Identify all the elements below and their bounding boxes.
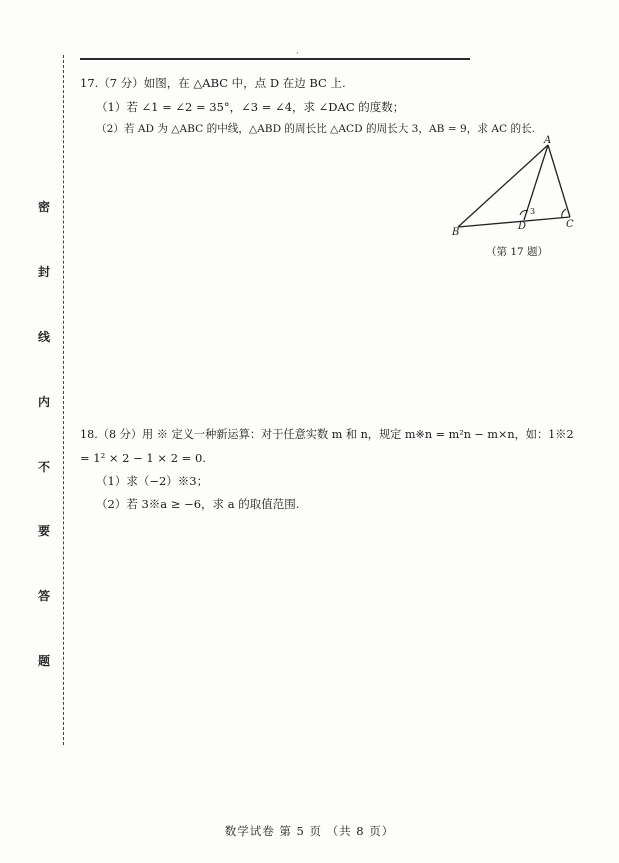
q18-part1: （1）求（−2）※3；: [96, 474, 209, 488]
seal-char-8: 题: [38, 654, 51, 668]
q18-heading-cont: = 1² × 2 − 1 × 2 = 0.: [80, 451, 206, 465]
figure-caption: （第 17 题）: [486, 246, 549, 258]
seal-char-6: 要: [38, 524, 51, 538]
label-angle-3: 3: [530, 207, 536, 216]
q18-heading: 18.（8 分）用 ※ 定义一种新运算：对于任意实数 m 和 n，规定 m※n = m²n − m×n，如：1※2: [80, 428, 574, 441]
seal-char-3: 线: [38, 330, 51, 344]
q17-heading: 17.（7 分）如图，在 △ABC 中，点 D 在边 BC 上.: [80, 76, 346, 90]
page-footer: 数学试卷 第 5 页 （共 8 页）: [224, 824, 395, 838]
q18-part2: （2）若 3※a ≥ −6，求 a 的取值范围.: [96, 497, 300, 511]
seal-char-5: 不: [38, 460, 51, 474]
seal-char-4: 内: [38, 395, 51, 409]
label-b: B: [452, 227, 460, 238]
label-a: A: [544, 135, 552, 146]
q17-part1: （1）若 ∠1 = ∠2 = 35°，∠3 = ∠4，求 ∠DAC 的度数；: [96, 100, 405, 114]
q17-part2: （2）若 AD 为 △ABC 的中线，△ABD 的周长比 △ACD 的周长大 3，AB = 9，求 AC 的长.: [96, 123, 536, 135]
label-d: D: [518, 221, 527, 232]
top-rule: [80, 58, 470, 60]
seal-char-2: 封: [38, 265, 51, 279]
seal-char-1: 密: [38, 200, 51, 214]
seal-dashed-line: [63, 55, 64, 745]
seal-char-7: 答: [38, 589, 51, 603]
triangle-figure: [448, 137, 588, 241]
scan-mark: ·: [296, 49, 299, 59]
label-c: C: [566, 219, 574, 230]
